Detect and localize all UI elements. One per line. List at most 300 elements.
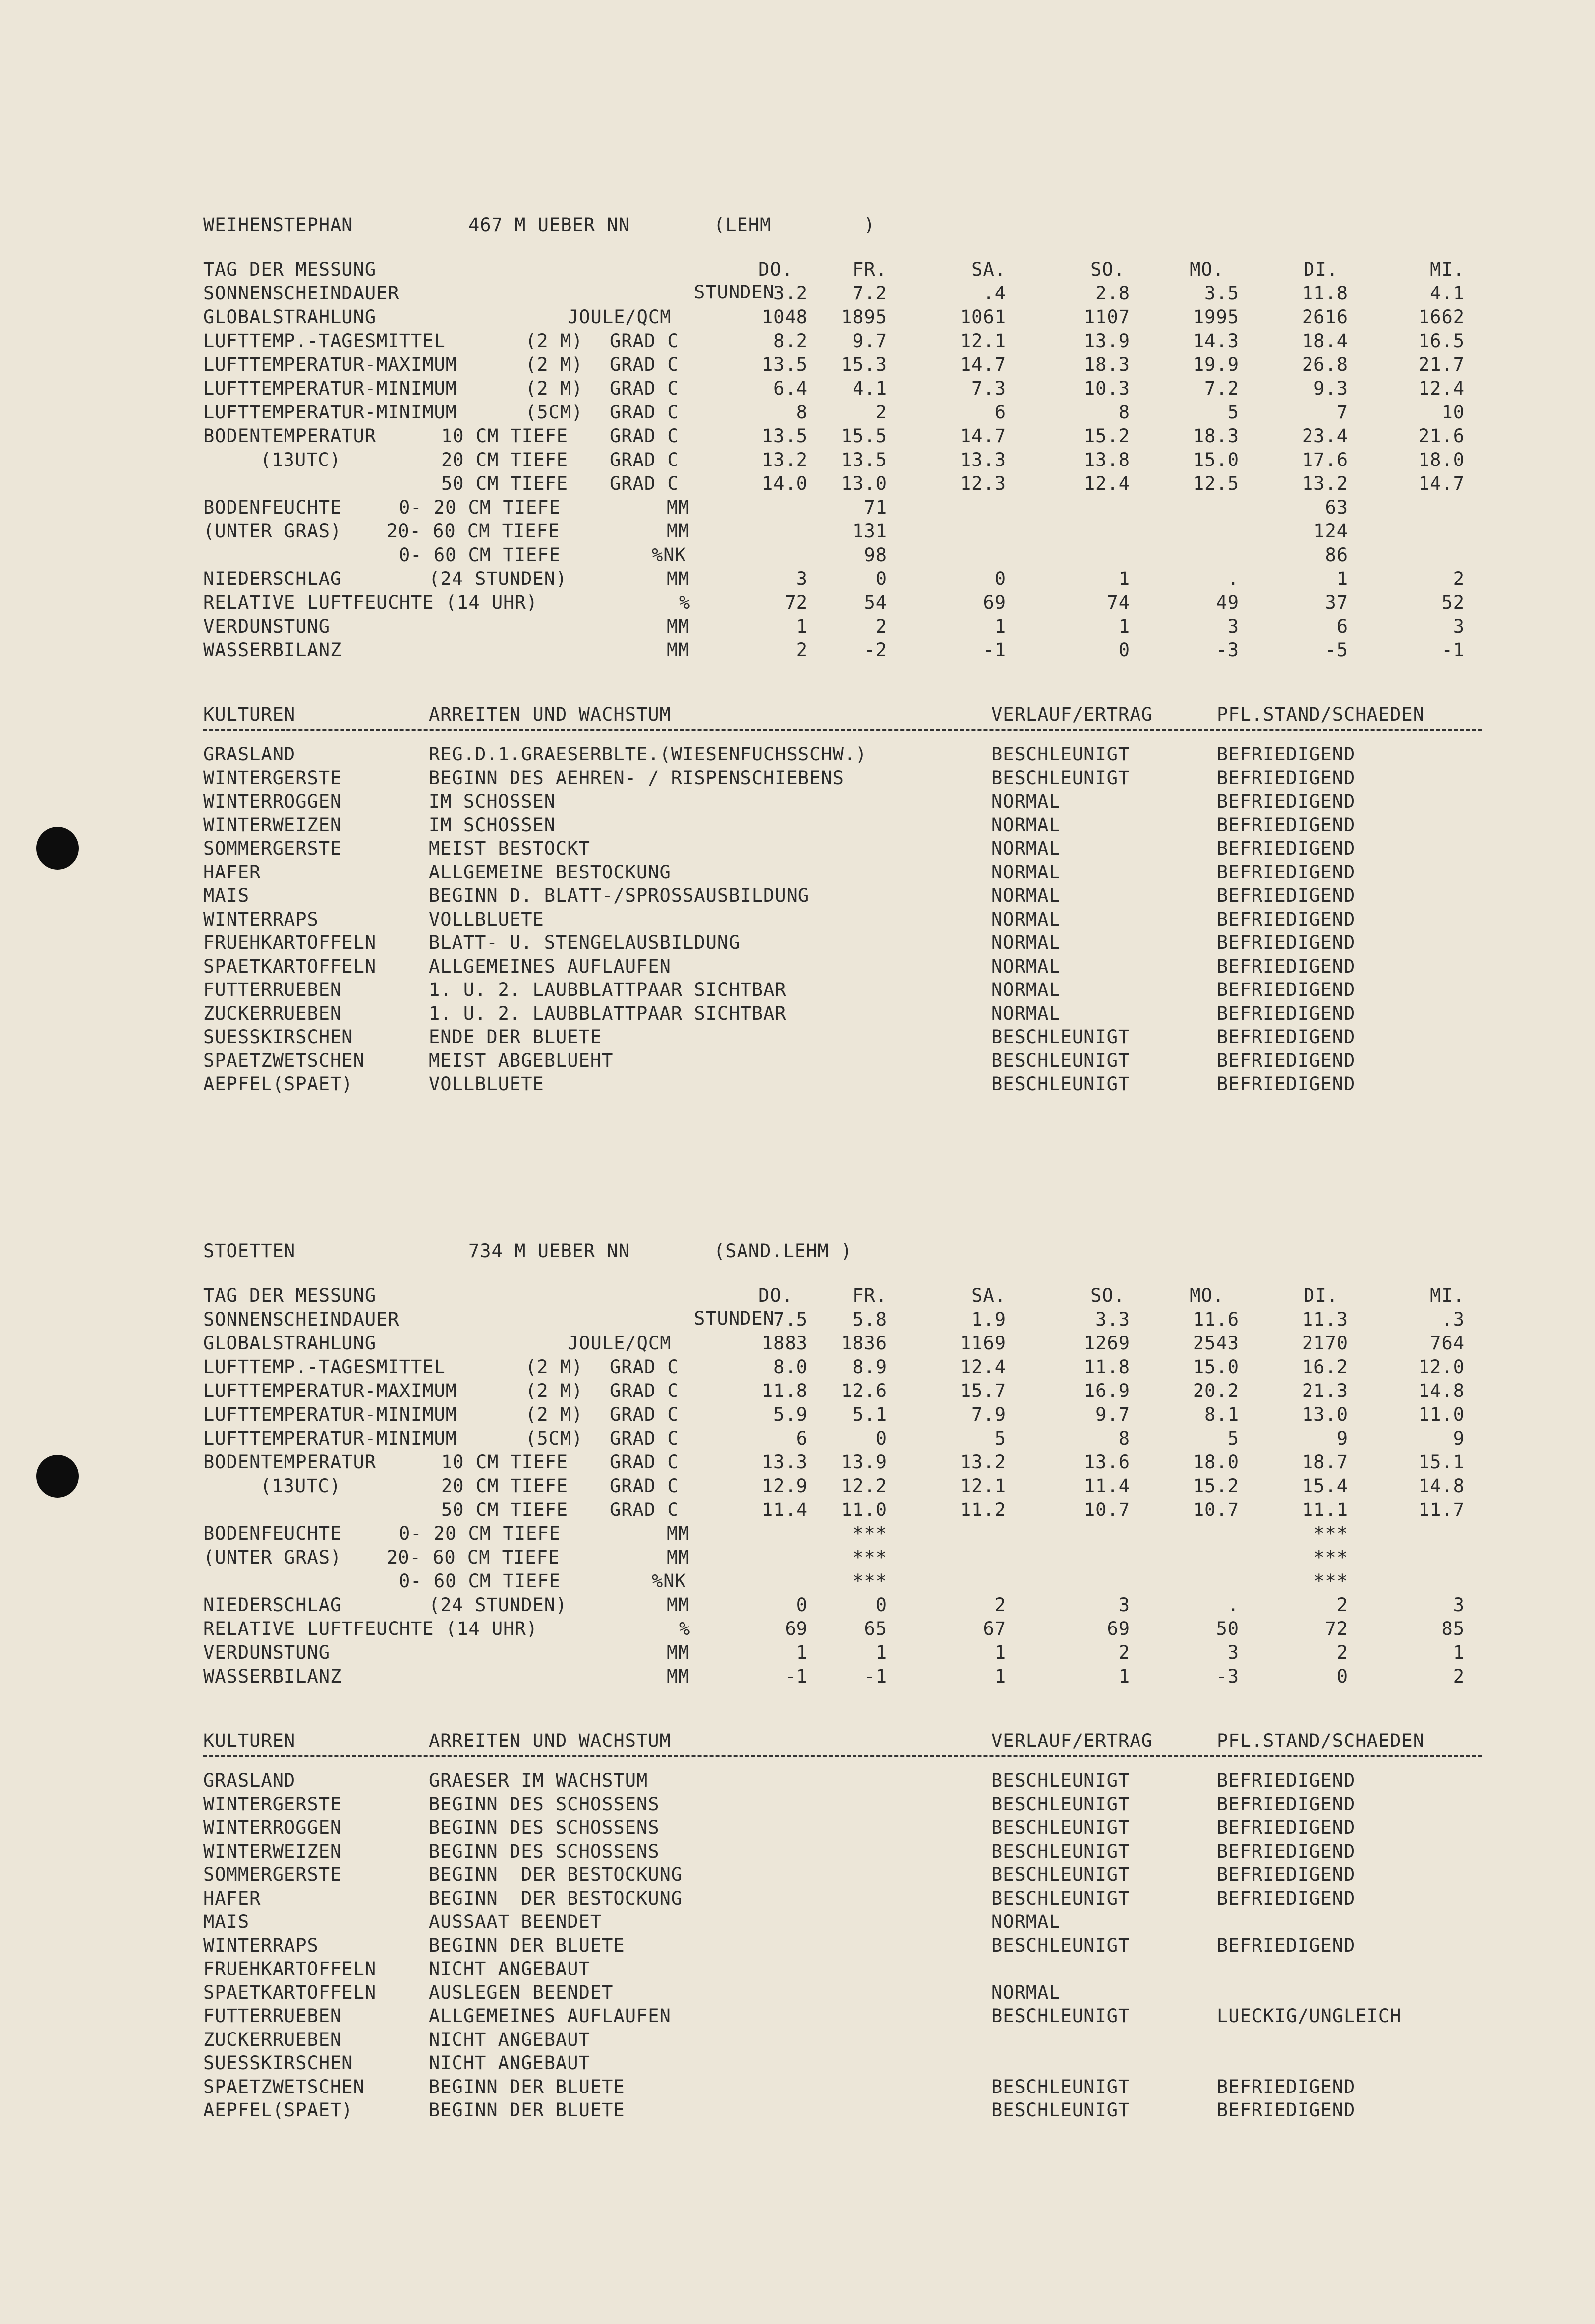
value-cell: . (1227, 568, 1239, 589)
unit-label: MM (667, 521, 690, 542)
unit-label: 20 CM TIEFE (441, 1475, 569, 1497)
crop-progress: NORMAL (991, 885, 1061, 906)
value-cell: 12.4 (960, 1356, 1006, 1378)
day-header: DO. (758, 259, 793, 280)
value-cell: 15.1 (1418, 1452, 1465, 1473)
crop-name: FRUEHKARTOFFELN (203, 932, 377, 953)
unit-label: MM (667, 1642, 690, 1663)
value-cell: 5.8 (853, 1309, 887, 1330)
value-cell: 9 (1336, 1428, 1348, 1449)
value-cell: 1 (994, 1642, 1006, 1663)
crop-progress: NORMAL (991, 979, 1061, 1000)
value-cell: 3.5 (1204, 283, 1239, 304)
unit-label: GRAD C (610, 378, 679, 399)
value-cell: 16.5 (1418, 330, 1465, 351)
crop-progress: BESCHLEUNIGT (991, 1770, 1130, 1791)
value-cell: *** (853, 1523, 887, 1544)
crop-name: MAIS (203, 885, 250, 906)
crop-name: WINTERGERSTE (203, 767, 342, 789)
value-cell: 2 (1118, 1642, 1130, 1663)
value-cell: 13.8 (1083, 449, 1130, 470)
value-cell: 13.9 (1083, 330, 1130, 351)
value-cell: 1995 (1193, 306, 1239, 328)
crop-stage: BEGINN DER BLUETE (429, 2076, 625, 2097)
value-cell: 2 (1453, 1666, 1465, 1687)
value-cell: 15.7 (960, 1380, 1006, 1401)
value-cell: 52 (1441, 592, 1465, 613)
value-cell: 1 (1118, 1666, 1130, 1687)
crop-progress: BESCHLEUNIGT (991, 1793, 1130, 1815)
day-header: FR. (853, 259, 887, 280)
unit-label: STUNDEN (694, 282, 775, 303)
value-cell: 10.7 (1193, 1499, 1239, 1520)
value-cell: 11.0 (1418, 1404, 1465, 1425)
value-cell: 2616 (1302, 306, 1348, 328)
unit-label: (5CM) (525, 1428, 583, 1449)
crop-condition: BEFRIEDIGEND (1217, 791, 1356, 812)
value-cell: 74 (1107, 592, 1130, 613)
unit-label: GRAD C (610, 1475, 679, 1497)
value-cell: *** (1313, 1570, 1348, 1592)
unit-label: 10 CM TIEFE (441, 425, 569, 447)
row-label-verd: VERDUNSTUNG (203, 1642, 331, 1663)
value-cell: 5 (1227, 402, 1239, 423)
crops-header-verlauf: VERLAUF/ERTRAG (991, 1730, 1153, 1751)
value-cell: 1 (1118, 568, 1130, 589)
value-cell: 8 (796, 402, 808, 423)
crop-progress: BESCHLEUNIGT (991, 1934, 1130, 1956)
value-cell: 50 (1216, 1618, 1239, 1639)
value-cell: -1 (785, 1666, 808, 1687)
value-cell: 11.3 (1302, 1309, 1348, 1330)
value-cell: 71 (864, 497, 887, 518)
value-cell: 14.7 (960, 354, 1006, 375)
value-cell: 23.4 (1302, 425, 1348, 447)
crop-condition: BEFRIEDIGEND (1217, 2076, 1356, 2097)
unit-label: GRAD C (610, 1499, 679, 1520)
value-cell: 14.7 (1418, 473, 1465, 494)
unit-label: 0- 60 CM TIEFE (399, 544, 561, 566)
crop-stage: BEGINN DER BLUETE (429, 2099, 625, 2121)
crop-progress: BESCHLEUNIGT (991, 1840, 1130, 1862)
value-cell: 13.6 (1083, 1452, 1130, 1473)
unit-label: MM (667, 639, 690, 661)
station-section (0, 1239, 1595, 2181)
crops-header-stand: PFL.STAND/SCHAEDEN (1217, 1730, 1424, 1751)
crop-progress: NORMAL (991, 861, 1061, 883)
value-cell: 13.2 (960, 1452, 1006, 1473)
value-cell: 72 (785, 592, 808, 613)
unit-label: 20- 60 CM TIEFE (387, 521, 560, 542)
row-label-verd: VERDUNSTUNG (203, 616, 331, 637)
value-cell: 13.9 (841, 1452, 887, 1473)
crop-name: AEPFEL(SPAET) (203, 1073, 353, 1095)
value-cell: . (1227, 1594, 1239, 1616)
crops-header-verlauf: VERLAUF/ERTRAG (991, 704, 1153, 725)
value-cell: 12.4 (1418, 378, 1465, 399)
value-cell: 17.6 (1302, 449, 1348, 470)
unit-label: STUNDEN (694, 1308, 775, 1329)
value-cell: 3 (1227, 616, 1239, 637)
crop-condition: BEFRIEDIGEND (1217, 1026, 1356, 1047)
crop-condition: BEFRIEDIGEND (1217, 1887, 1356, 1909)
crop-stage: IM SCHOSSEN (429, 791, 556, 812)
value-cell: 9.7 (1095, 1404, 1130, 1425)
unit-label: GRAD C (610, 449, 679, 470)
value-cell: 9.7 (853, 330, 887, 351)
crop-stage: BEGINN D. BLATT-/SPROSSAUSBILDUNG (429, 885, 810, 906)
value-cell: 5 (994, 1428, 1006, 1449)
value-cell: 49 (1216, 592, 1239, 613)
value-cell: 0 (1336, 1666, 1348, 1687)
value-cell: 11.8 (761, 1380, 808, 1401)
value-cell: 12.1 (960, 330, 1006, 351)
value-cell: 2.8 (1095, 283, 1130, 304)
value-cell: 12.4 (1083, 473, 1130, 494)
value-cell: 0 (796, 1594, 808, 1616)
value-cell: .3 (1441, 1309, 1465, 1330)
crop-name: FRUEHKARTOFFELN (203, 1958, 377, 1979)
value-cell: 13.2 (1302, 473, 1348, 494)
value-cell: 65 (864, 1618, 887, 1639)
crop-condition: BEFRIEDIGEND (1217, 1864, 1356, 1885)
value-cell: 21.6 (1418, 425, 1465, 447)
crop-stage: 1. U. 2. LAUBBLATTPAAR SICHTBAR (429, 979, 787, 1000)
value-cell: 3 (1453, 616, 1465, 637)
value-cell: 5.1 (853, 1404, 887, 1425)
row-label-bilanz: WASSERBILANZ (203, 1666, 342, 1687)
crop-stage: 1. U. 2. LAUBBLATTPAAR SICHTBAR (429, 1002, 787, 1024)
day-header: MO. (1190, 259, 1224, 280)
crop-stage: IM SCHOSSEN (429, 814, 556, 836)
crops-header-stand: PFL.STAND/SCHAEDEN (1217, 704, 1424, 725)
value-cell: 8.0 (773, 1356, 808, 1378)
unit-label: MM (667, 1547, 690, 1568)
station-soil: (LEHM ) (714, 214, 875, 235)
value-cell: 14.0 (761, 473, 808, 494)
value-cell: *** (853, 1570, 887, 1592)
value-cell: 2 (1453, 568, 1465, 589)
value-cell: 1 (1118, 616, 1130, 637)
unit-label: MM (667, 1666, 690, 1687)
value-cell: 16.9 (1083, 1380, 1130, 1401)
value-cell: 63 (1325, 497, 1348, 518)
crop-name: MAIS (203, 1911, 250, 1932)
crop-condition: LUECKIG/UNGLEICH (1217, 2005, 1402, 2027)
crop-progress: NORMAL (991, 908, 1061, 930)
unit-label: JOULE/QCM (568, 306, 672, 328)
value-cell: -5 (1325, 639, 1348, 661)
crop-stage: BEGINN DES AEHREN- / RISPENSCHIEBENS (429, 767, 844, 789)
crop-condition: BEFRIEDIGEND (1217, 1002, 1356, 1024)
value-cell: 72 (1325, 1618, 1348, 1639)
station-section (0, 213, 1595, 1155)
value-cell: 14.3 (1193, 330, 1239, 351)
crop-name: WINTERRAPS (203, 1934, 319, 1956)
crop-progress: NORMAL (991, 932, 1061, 953)
crop-stage: BEGINN DER BLUETE (429, 1934, 625, 1956)
day-header: DI. (1304, 259, 1338, 280)
crop-stage: ALLGEMEINE BESTOCKUNG (429, 861, 671, 883)
crop-stage: BEGINN DES SCHOSSENS (429, 1840, 660, 1862)
crop-name: HAFER (203, 1887, 261, 1909)
value-cell: 12.0 (1418, 1356, 1465, 1378)
station-elevation: 734 M UEBER NN (468, 1240, 630, 1262)
crop-stage: NICHT ANGEBAUT (429, 2052, 590, 2074)
crop-stage: VOLLBLUETE (429, 1073, 544, 1095)
unit-label: GRAD C (610, 402, 679, 423)
value-cell: 7.9 (971, 1404, 1006, 1425)
unit-label: %NK (652, 1570, 686, 1592)
unit-label: GRAD C (610, 1404, 679, 1425)
station-name: WEIHENSTEPHAN (203, 214, 353, 235)
value-cell: 7.2 (1204, 378, 1239, 399)
row-label-tagesmittel: LUFTTEMP.-TAGESMITTEL (203, 1356, 446, 1378)
value-cell: 20.2 (1193, 1380, 1239, 1401)
value-cell: 18.3 (1193, 425, 1239, 447)
value-cell: 11.4 (761, 1499, 808, 1520)
crop-name: SPAETZWETSCHEN (203, 2076, 365, 2097)
unit-label: 0- 20 CM TIEFE (399, 497, 561, 518)
value-cell: 1 (796, 1642, 808, 1663)
unit-label: MM (667, 1594, 690, 1616)
value-cell: 15.2 (1193, 1475, 1239, 1497)
row-label-boden: BODENTEMPERATUR (203, 1452, 377, 1473)
crops-header-kulturen: KULTUREN (203, 704, 296, 725)
value-cell: 15.0 (1193, 449, 1239, 470)
value-cell: 15.4 (1302, 1475, 1348, 1497)
crop-progress: BESCHLEUNIGT (991, 2076, 1130, 2097)
value-cell: 8 (1118, 1428, 1130, 1449)
unit-label: GRAD C (610, 1428, 679, 1449)
value-cell: 2 (1336, 1642, 1348, 1663)
day-header: SO. (1090, 1285, 1125, 1306)
row-label-max: LUFTTEMPERATUR-MAXIMUM (203, 354, 457, 375)
value-cell: 11.2 (960, 1499, 1006, 1520)
crop-name: WINTERWEIZEN (203, 814, 342, 836)
value-cell: 124 (1313, 521, 1348, 542)
crop-condition: BEFRIEDIGEND (1217, 1817, 1356, 1838)
unit-label: (2 M) (525, 354, 583, 375)
value-cell: 3 (796, 568, 808, 589)
row-label-rel: RELATIVE LUFTFEUCHTE (14 UHR) (203, 1618, 538, 1639)
value-cell: *** (1313, 1547, 1348, 1568)
crop-name: GRASLAND (203, 1770, 296, 1791)
crop-condition: BEFRIEDIGEND (1217, 1840, 1356, 1862)
station-soil: (SAND.LEHM ) (714, 1240, 853, 1262)
value-cell: 14.7 (960, 425, 1006, 447)
value-cell: 12.9 (761, 1475, 808, 1497)
value-cell: 13.2 (761, 449, 808, 470)
unit-label: MM (667, 1523, 690, 1544)
value-cell: 1 (875, 1642, 887, 1663)
value-cell: 11.1 (1302, 1499, 1348, 1520)
value-cell: 1 (994, 1666, 1006, 1687)
crop-condition: BEFRIEDIGEND (1217, 1049, 1356, 1071)
value-cell: 3.2 (773, 283, 808, 304)
day-header: DO. (758, 1285, 793, 1306)
value-cell: 9 (1453, 1428, 1465, 1449)
crop-stage: ENDE DER BLUETE (429, 1026, 602, 1047)
value-cell: 3 (1227, 1642, 1239, 1663)
row-label-min5: LUFTTEMPERATUR-MINIMUM (203, 402, 457, 423)
value-cell: 18.0 (1193, 1452, 1239, 1473)
crop-name: WINTERROGGEN (203, 791, 342, 812)
crop-progress: BESCHLEUNIGT (991, 2005, 1130, 2027)
row-label-nieder: NIEDERSCHLAG (203, 1594, 342, 1616)
crop-stage: NICHT ANGEBAUT (429, 2029, 590, 2050)
crop-progress: BESCHLEUNIGT (991, 1026, 1130, 1047)
value-cell: -1 (864, 1666, 887, 1687)
value-cell: 21.7 (1418, 354, 1465, 375)
unit-label: 0- 20 CM TIEFE (399, 1523, 561, 1544)
crop-name: WINTERWEIZEN (203, 1840, 342, 1862)
crop-condition: BEFRIEDIGEND (1217, 908, 1356, 930)
crop-name: AEPFEL(SPAET) (203, 2099, 353, 2121)
dashed-rule (203, 1755, 1482, 1757)
value-cell: 11.7 (1418, 1499, 1465, 1520)
value-cell: 2 (1336, 1594, 1348, 1616)
row-label-min2: LUFTTEMPERATUR-MINIMUM (203, 378, 457, 399)
crop-stage: BEGINN DER BESTOCKUNG (429, 1887, 683, 1909)
unit-label: (24 STUNDEN) (429, 1594, 568, 1616)
value-cell: 13.5 (841, 449, 887, 470)
value-cell: 0 (994, 568, 1006, 589)
value-cell: 10.7 (1083, 1499, 1130, 1520)
value-cell: 1.9 (971, 1309, 1006, 1330)
value-cell: 13.5 (761, 425, 808, 447)
crop-name: WINTERROGGEN (203, 1817, 342, 1838)
crop-condition: BEFRIEDIGEND (1217, 885, 1356, 906)
crop-name: SUESSKIRSCHEN (203, 2052, 353, 2074)
day-header: DI. (1304, 1285, 1338, 1306)
unit-label: GRAD C (610, 330, 679, 351)
unit-label: % (679, 1618, 691, 1639)
value-cell: 7.2 (853, 283, 887, 304)
row-label-rel: RELATIVE LUFTFEUCHTE (14 UHR) (203, 592, 538, 613)
crop-stage: NICHT ANGEBAUT (429, 1958, 590, 1979)
crop-progress: BESCHLEUNIGT (991, 1864, 1130, 1885)
value-cell: 18.0 (1418, 449, 1465, 470)
value-cell: 12.6 (841, 1380, 887, 1401)
station-name: STOETTEN (203, 1240, 296, 1262)
unit-label: (2 M) (525, 330, 583, 351)
station-elevation: 467 M UEBER NN (468, 214, 630, 235)
unit-label: 50 CM TIEFE (441, 1499, 569, 1520)
row-label-global: GLOBALSTRAHLUNG (203, 1333, 377, 1354)
crop-progress: NORMAL (991, 814, 1061, 836)
value-cell: 2 (796, 639, 808, 661)
value-cell: 2 (875, 616, 887, 637)
value-cell: 54 (864, 592, 887, 613)
value-cell: 3.3 (1095, 1309, 1130, 1330)
crop-name: SOMMERGERSTE (203, 838, 342, 859)
unit-label: (5CM) (525, 402, 583, 423)
value-cell: 7.3 (971, 378, 1006, 399)
value-cell: 2 (994, 1594, 1006, 1616)
crop-stage: REG.D.1.GRAESERBLTE.(WIESENFUCHSSCHW.) (429, 744, 867, 765)
day-header: MI. (1430, 1285, 1465, 1306)
row-label-utc: (13UTC) (260, 1475, 341, 1497)
value-cell: *** (853, 1547, 887, 1568)
value-cell: 13.5 (761, 354, 808, 375)
crop-name: GRASLAND (203, 744, 296, 765)
row-label-gras: (UNTER GRAS) (203, 1547, 342, 1568)
crop-name: WINTERRAPS (203, 908, 319, 930)
value-cell: 11.0 (841, 1499, 887, 1520)
value-cell: 15.0 (1193, 1356, 1239, 1378)
value-cell: 0 (875, 568, 887, 589)
crop-progress: BESCHLEUNIGT (991, 1817, 1130, 1838)
value-cell: 37 (1325, 592, 1348, 613)
row-label-bilanz: WASSERBILANZ (203, 639, 342, 661)
crop-name: HAFER (203, 861, 261, 883)
day-header: SA. (971, 1285, 1006, 1306)
crop-stage: GRAESER IM WACHSTUM (429, 1770, 648, 1791)
unit-label: (2 M) (525, 378, 583, 399)
value-cell: 86 (1325, 544, 1348, 566)
row-label-utc: (13UTC) (260, 449, 341, 470)
value-cell: 14.8 (1418, 1475, 1465, 1497)
crop-condition: BEFRIEDIGEND (1217, 814, 1356, 836)
value-cell: -1 (983, 639, 1006, 661)
value-cell: 13.0 (841, 473, 887, 494)
value-cell: 3 (1118, 1594, 1130, 1616)
crop-progress: BESCHLEUNIGT (991, 1073, 1130, 1095)
crop-condition: BEFRIEDIGEND (1217, 767, 1356, 789)
crop-stage: BLATT- U. STENGELAUSBILDUNG (429, 932, 741, 953)
value-cell: -1 (1441, 639, 1465, 661)
value-cell: .4 (983, 283, 1006, 304)
crop-name: SUESSKIRSCHEN (203, 1026, 353, 1047)
value-cell: -3 (1216, 639, 1239, 661)
day-header: SA. (971, 259, 1006, 280)
value-cell: 6 (994, 402, 1006, 423)
crop-condition: BEFRIEDIGEND (1217, 1770, 1356, 1791)
day-header: FR. (853, 1285, 887, 1306)
unit-label: % (679, 592, 691, 613)
unit-label: %NK (652, 544, 686, 566)
row-label-tag: TAG DER MESSUNG (203, 259, 377, 280)
unit-label: 20 CM TIEFE (441, 449, 569, 470)
crop-progress: BESCHLEUNIGT (991, 2099, 1130, 2121)
unit-label: GRAD C (610, 354, 679, 375)
crop-condition: BEFRIEDIGEND (1217, 2099, 1356, 2121)
unit-label: GRAD C (610, 425, 679, 447)
day-header: MO. (1190, 1285, 1224, 1306)
unit-label: 10 CM TIEFE (441, 1452, 569, 1473)
value-cell: 764 (1430, 1333, 1465, 1354)
row-label-tagesmittel: LUFTTEMP.-TAGESMITTEL (203, 330, 446, 351)
value-cell: 6 (796, 1428, 808, 1449)
crop-stage: MEIST BESTOCKT (429, 838, 590, 859)
unit-label: MM (667, 568, 690, 589)
value-cell: 2543 (1193, 1333, 1239, 1354)
value-cell: 2 (875, 402, 887, 423)
value-cell: 8.9 (853, 1356, 887, 1378)
value-cell: 14.8 (1418, 1380, 1465, 1401)
crops-header-arbeiten: ARREITEN UND WACHSTUM (429, 1730, 671, 1751)
crop-condition: BEFRIEDIGEND (1217, 1073, 1356, 1095)
row-label-feuchte: BODENFEUCHTE (203, 1523, 342, 1544)
value-cell: 1 (1336, 568, 1348, 589)
crop-progress: BESCHLEUNIGT (991, 767, 1130, 789)
crop-progress: BESCHLEUNIGT (991, 744, 1130, 765)
value-cell: 4.1 (853, 378, 887, 399)
day-header: MI. (1430, 259, 1465, 280)
value-cell: 0 (875, 1594, 887, 1616)
value-cell: 1107 (1083, 306, 1130, 328)
